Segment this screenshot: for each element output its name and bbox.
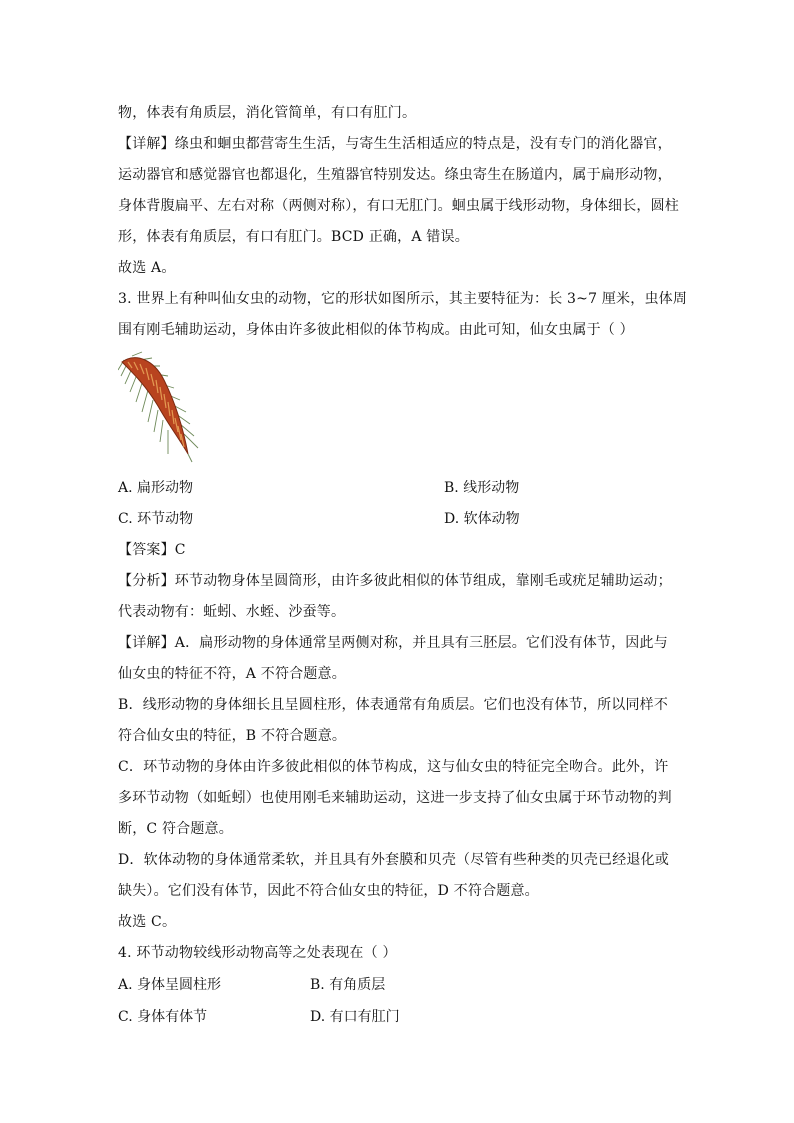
analysis-line: 【分析】环节动物身体呈圆筒形，由许多彼此相似的体节组成，靠刚毛或疣足辅助运动； (118, 573, 672, 589)
detail-paragraph-line: 符合仙女虫的特征，B 不符合题意。 (118, 728, 347, 744)
worm-image (118, 350, 208, 466)
analysis-line: 代表动物有：蚯蚓、水蛭、沙蚕等。 (118, 604, 346, 620)
detail-paragraph-line: 身体背腹扁平、左右对称（两侧对称），有口无肛门。蛔虫属于线形动物，身体细长，圆柱 (118, 198, 679, 214)
option-d: D. 有口有肛门 (310, 1009, 400, 1025)
detail-paragraph-line: 【详解】A．扁形动物的身体通常呈两侧对称，并且具有三胚层。它们没有体节，因此与 (118, 635, 668, 651)
text-line: 物，体表有角质层，消化管简单，有口有肛门。 (118, 105, 417, 121)
detail-paragraph-line: C．环节动物的身体由许多彼此相似的体节构成，这与仙女虫的特征完全吻合。此外，许 (118, 759, 669, 775)
fairy-worm-illustration (118, 350, 208, 466)
detail-paragraph-line: 【详解】绦虫和蛔虫都营寄生生活，与寄生生活相适应的特点是，没有专门的消化器官， (118, 136, 672, 152)
option-c: C. 身体有体节 (118, 1009, 208, 1025)
detail-paragraph-line: B．线形动物的身体细长且呈圆柱形，体表通常有角质层。它们也没有体节，所以同样不 (118, 697, 669, 713)
option-b: B. 线形动物 (444, 480, 520, 496)
selection-line: 故选 A。 (118, 260, 176, 276)
option-a: A. 身体呈圆柱形 (118, 977, 222, 993)
selection-line: 故选 C。 (118, 914, 177, 930)
question-3-stem: 围有刚毛辅助运动，身体由许多彼此相似的体节构成。由此可知，仙女虫属于（ ） (118, 322, 634, 338)
detail-paragraph-line: 仙女虫的特征不符，A 不符合题意。 (118, 666, 346, 682)
option-d: D. 软体动物 (444, 511, 520, 527)
option-c: C. 环节动物 (118, 511, 194, 527)
answer-line: 【答案】C (118, 542, 186, 558)
question-3-stem: 3. 世界上有种叫仙女虫的动物，它的形状如图所示，其主要特征为：长 3~7 厘米，虫体周 (118, 291, 688, 307)
detail-paragraph-line: 缺失）。它们没有体节，因此不符合仙女虫的特征，D 不符合题意。 (118, 883, 539, 899)
detail-paragraph-line: 断，C 符合题意。 (118, 821, 233, 837)
detail-paragraph-line: 形，体表有角质层，有口有肛门。BCD 正确，A 错误。 (118, 229, 469, 245)
question-4-stem: 4. 环节动物较线形动物高等之处表现在（ ） (118, 945, 397, 961)
detail-paragraph-line: D．软体动物的身体通常柔软，并且具有外套膜和贝壳（尽管有些种类的贝壳已经退化或 (118, 852, 670, 868)
option-a: A. 扁形动物 (118, 480, 194, 496)
option-b: B. 有角质层 (310, 977, 386, 993)
detail-paragraph-line: 运动器官和感觉器官也都退化，生殖器官特别发达。绦虫寄生在肠道内，属于扁形动物， (118, 167, 672, 183)
detail-paragraph-line: 多环节动物（如蚯蚓）也使用刚毛来辅助运动，这进一步支持了仙女虫属于环节动物的判 (118, 790, 672, 806)
